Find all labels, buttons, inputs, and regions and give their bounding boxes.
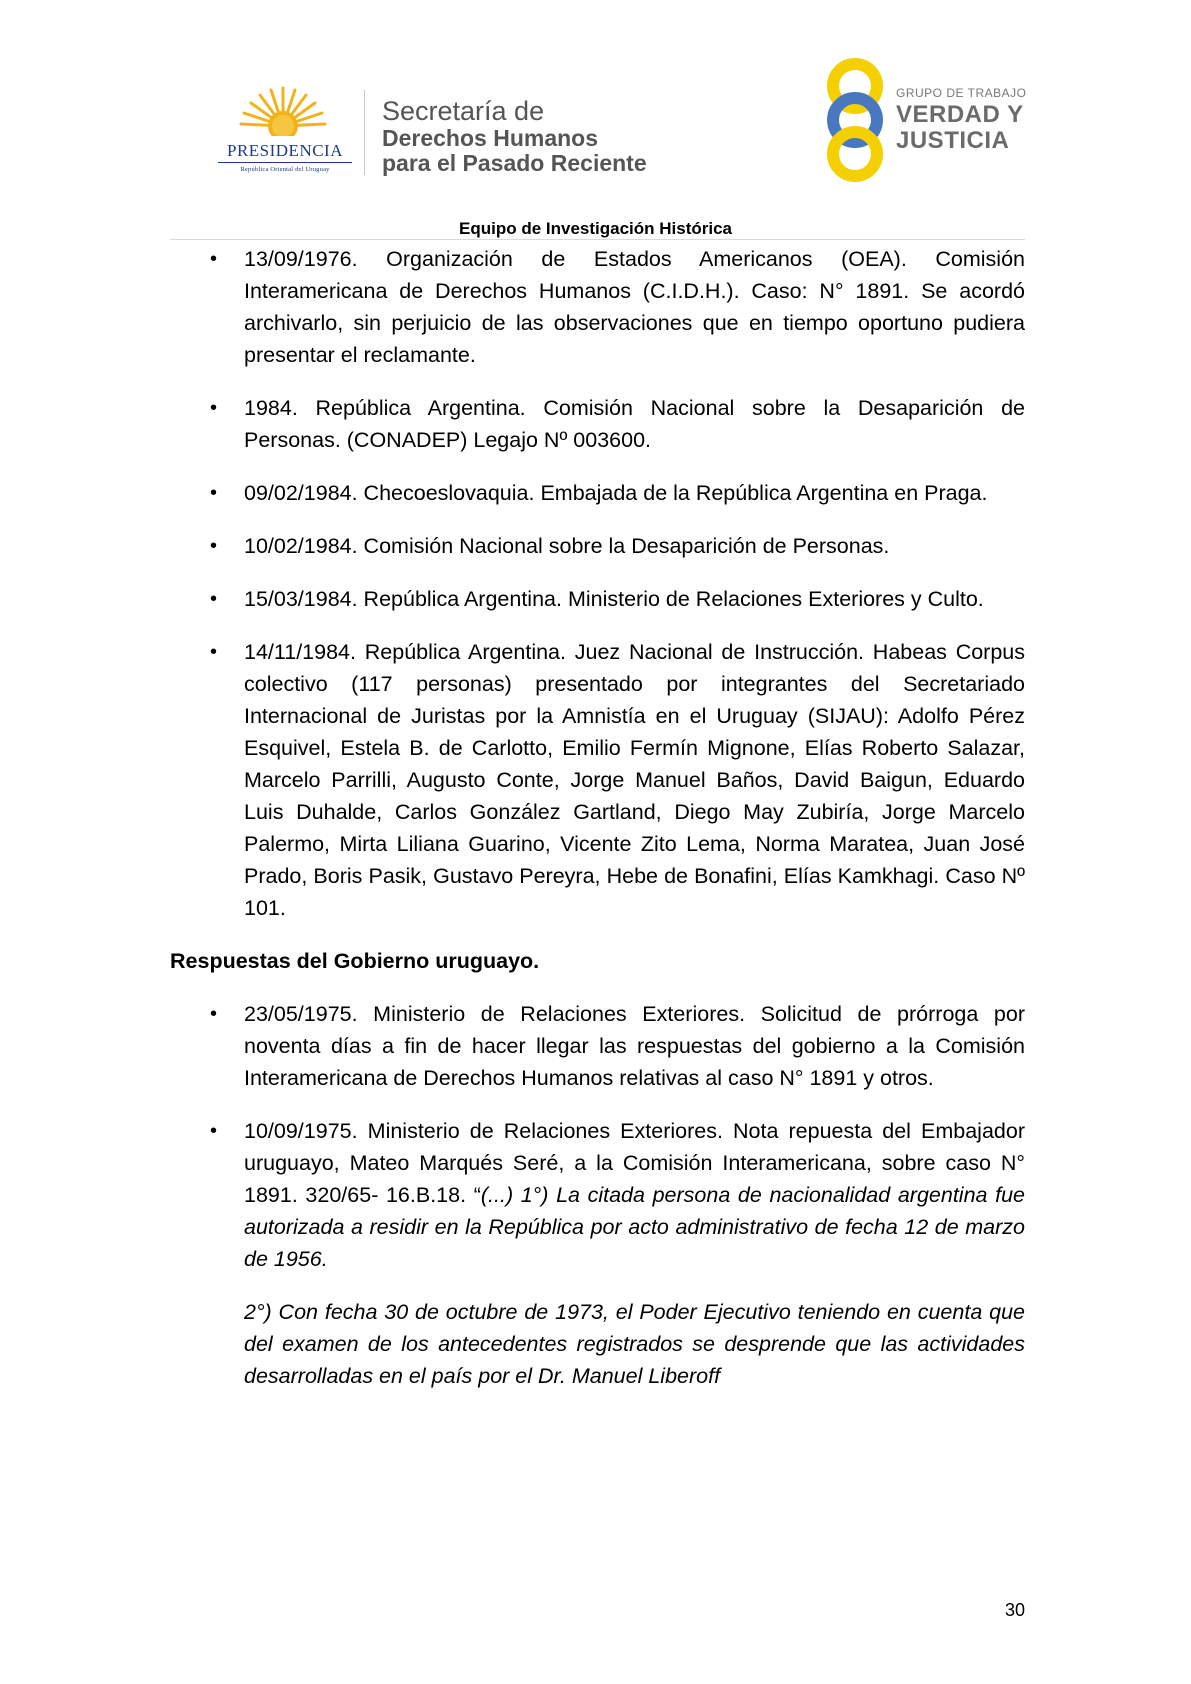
item-text: 10/09/1975. Ministerio de Relaciones Exteriores. Nota repuesta del Embajador uruguayo, Mateo Marqués Seré, a la Comisión Interamericana, sobre caso N° 1891. 320/65- 16.B.18. “ xyxy=(244,1119,1025,1207)
secretaria-line3: para el Pasado Reciente xyxy=(382,150,647,176)
team-title: Equipo de Investigación Histórica xyxy=(459,219,732,238)
presidencia-name: PRESIDENCIA xyxy=(226,141,343,160)
responses-list xyxy=(170,998,1025,1275)
grupo-line1: VERDAD Y xyxy=(896,101,1024,128)
page-number: 30 xyxy=(1005,1600,1026,1620)
grupo-line2: JUSTICIA xyxy=(896,127,1010,154)
events-list xyxy=(170,243,1025,924)
list-item: • 14/11/1984. República Argentina. Juez Nacional de Instrucción. Habeas Corpus colectivo (117 personas) presentado por integrantes del Secretariado Internacional de Juristas por la Amnistía en el Uruguay (SIJAU): Adolfo Pérez Esquivel, Estela B. de Carlotto, Emilio Fermín Mignone, Elías Roberto Salazar, Marcelo Parrilli, Augusto Conte, Jorge Manuel Baños, David Baigun, Eduardo Luis Duhalde, Carlos González Gartland, Diego May Zubiría, Jorge Marcelo Palermo, Mirta Liliana Guarino, Vicente Zito Lema, Norma Maratea, Juan José Prado, Boris Pasik, Gustavo Pereyra, Hebe de Bonafini, Elías Kamkhagi. Caso Nº 101. xyxy=(170,636,1025,924)
page-header xyxy=(0,0,1191,240)
secretaria-line1: Secretaría de xyxy=(382,96,545,126)
presidencia-subtitle: República Oriental del Uruguay xyxy=(240,166,330,173)
header-separator xyxy=(364,90,365,175)
list-item: • 10/02/1984. Comisión Nacional sobre la Desaparición de Personas. xyxy=(170,530,1025,562)
list-item: • 23/05/1975. Ministerio de Relaciones Exteriores. Solicitud de prórroga por noventa días a fin de hacer llegar las respuestas del gobierno a la Comisión Interamericana de Derechos Humanos relativas al caso N° 1891 y otros. xyxy=(170,998,1025,1094)
quote-paragraph: 2°) Con fecha 30 de octubre de 1973, el Poder Ejecutivo teniendo en cuenta que del examen de los antecedentes registrados se desprende que las actividades desarrolladas en el país por el Dr. Manuel Liberoff xyxy=(244,1300,1025,1388)
verdad-justicia-logo xyxy=(820,56,1030,184)
secretaria-logo-text xyxy=(382,96,647,176)
divider xyxy=(218,162,352,163)
presidencia-logo xyxy=(210,86,360,178)
list-item: • 09/02/1984. Checoeslovaquia. Embajada de la República Argentina en Praga. xyxy=(170,477,1025,509)
list-item: • 1984. República Argentina. Comisión Nacional sobre la Desaparición de Personas. (CONADEP) Legajo Nº 003600. xyxy=(170,392,1025,456)
sun-icon xyxy=(238,86,328,146)
document-body xyxy=(170,243,1025,1392)
section-title: Respuestas del Gobierno uruguayo. xyxy=(170,949,540,973)
list-item: • 15/03/1984. República Argentina. Ministerio de Relaciones Exteriores y Culto. xyxy=(170,583,1025,615)
list-item xyxy=(170,1115,1025,1275)
grupo-label: GRUPO DE TRABAJO xyxy=(896,86,1027,100)
rings-icon xyxy=(820,56,890,184)
quote-text: (...) 1°) La citada persona de nacionalidad argentina fue autorizada a residir en la República por acto administrativo de fecha 12 de marzo de 1956. xyxy=(244,1183,1025,1271)
secretaria-line2: Derechos Humanos xyxy=(382,125,599,151)
list-item: • 13/09/1976. Organización de Estados Americanos (OEA). Comisión Interamericana de Derechos Humanos (C.I.D.H.). Caso: N° 1891. Se acordó archivarlo, sin perjuicio de las observaciones que en tiempo oportuno pudiera presentar el reclamante. xyxy=(170,243,1025,371)
header-rule xyxy=(170,239,1025,240)
